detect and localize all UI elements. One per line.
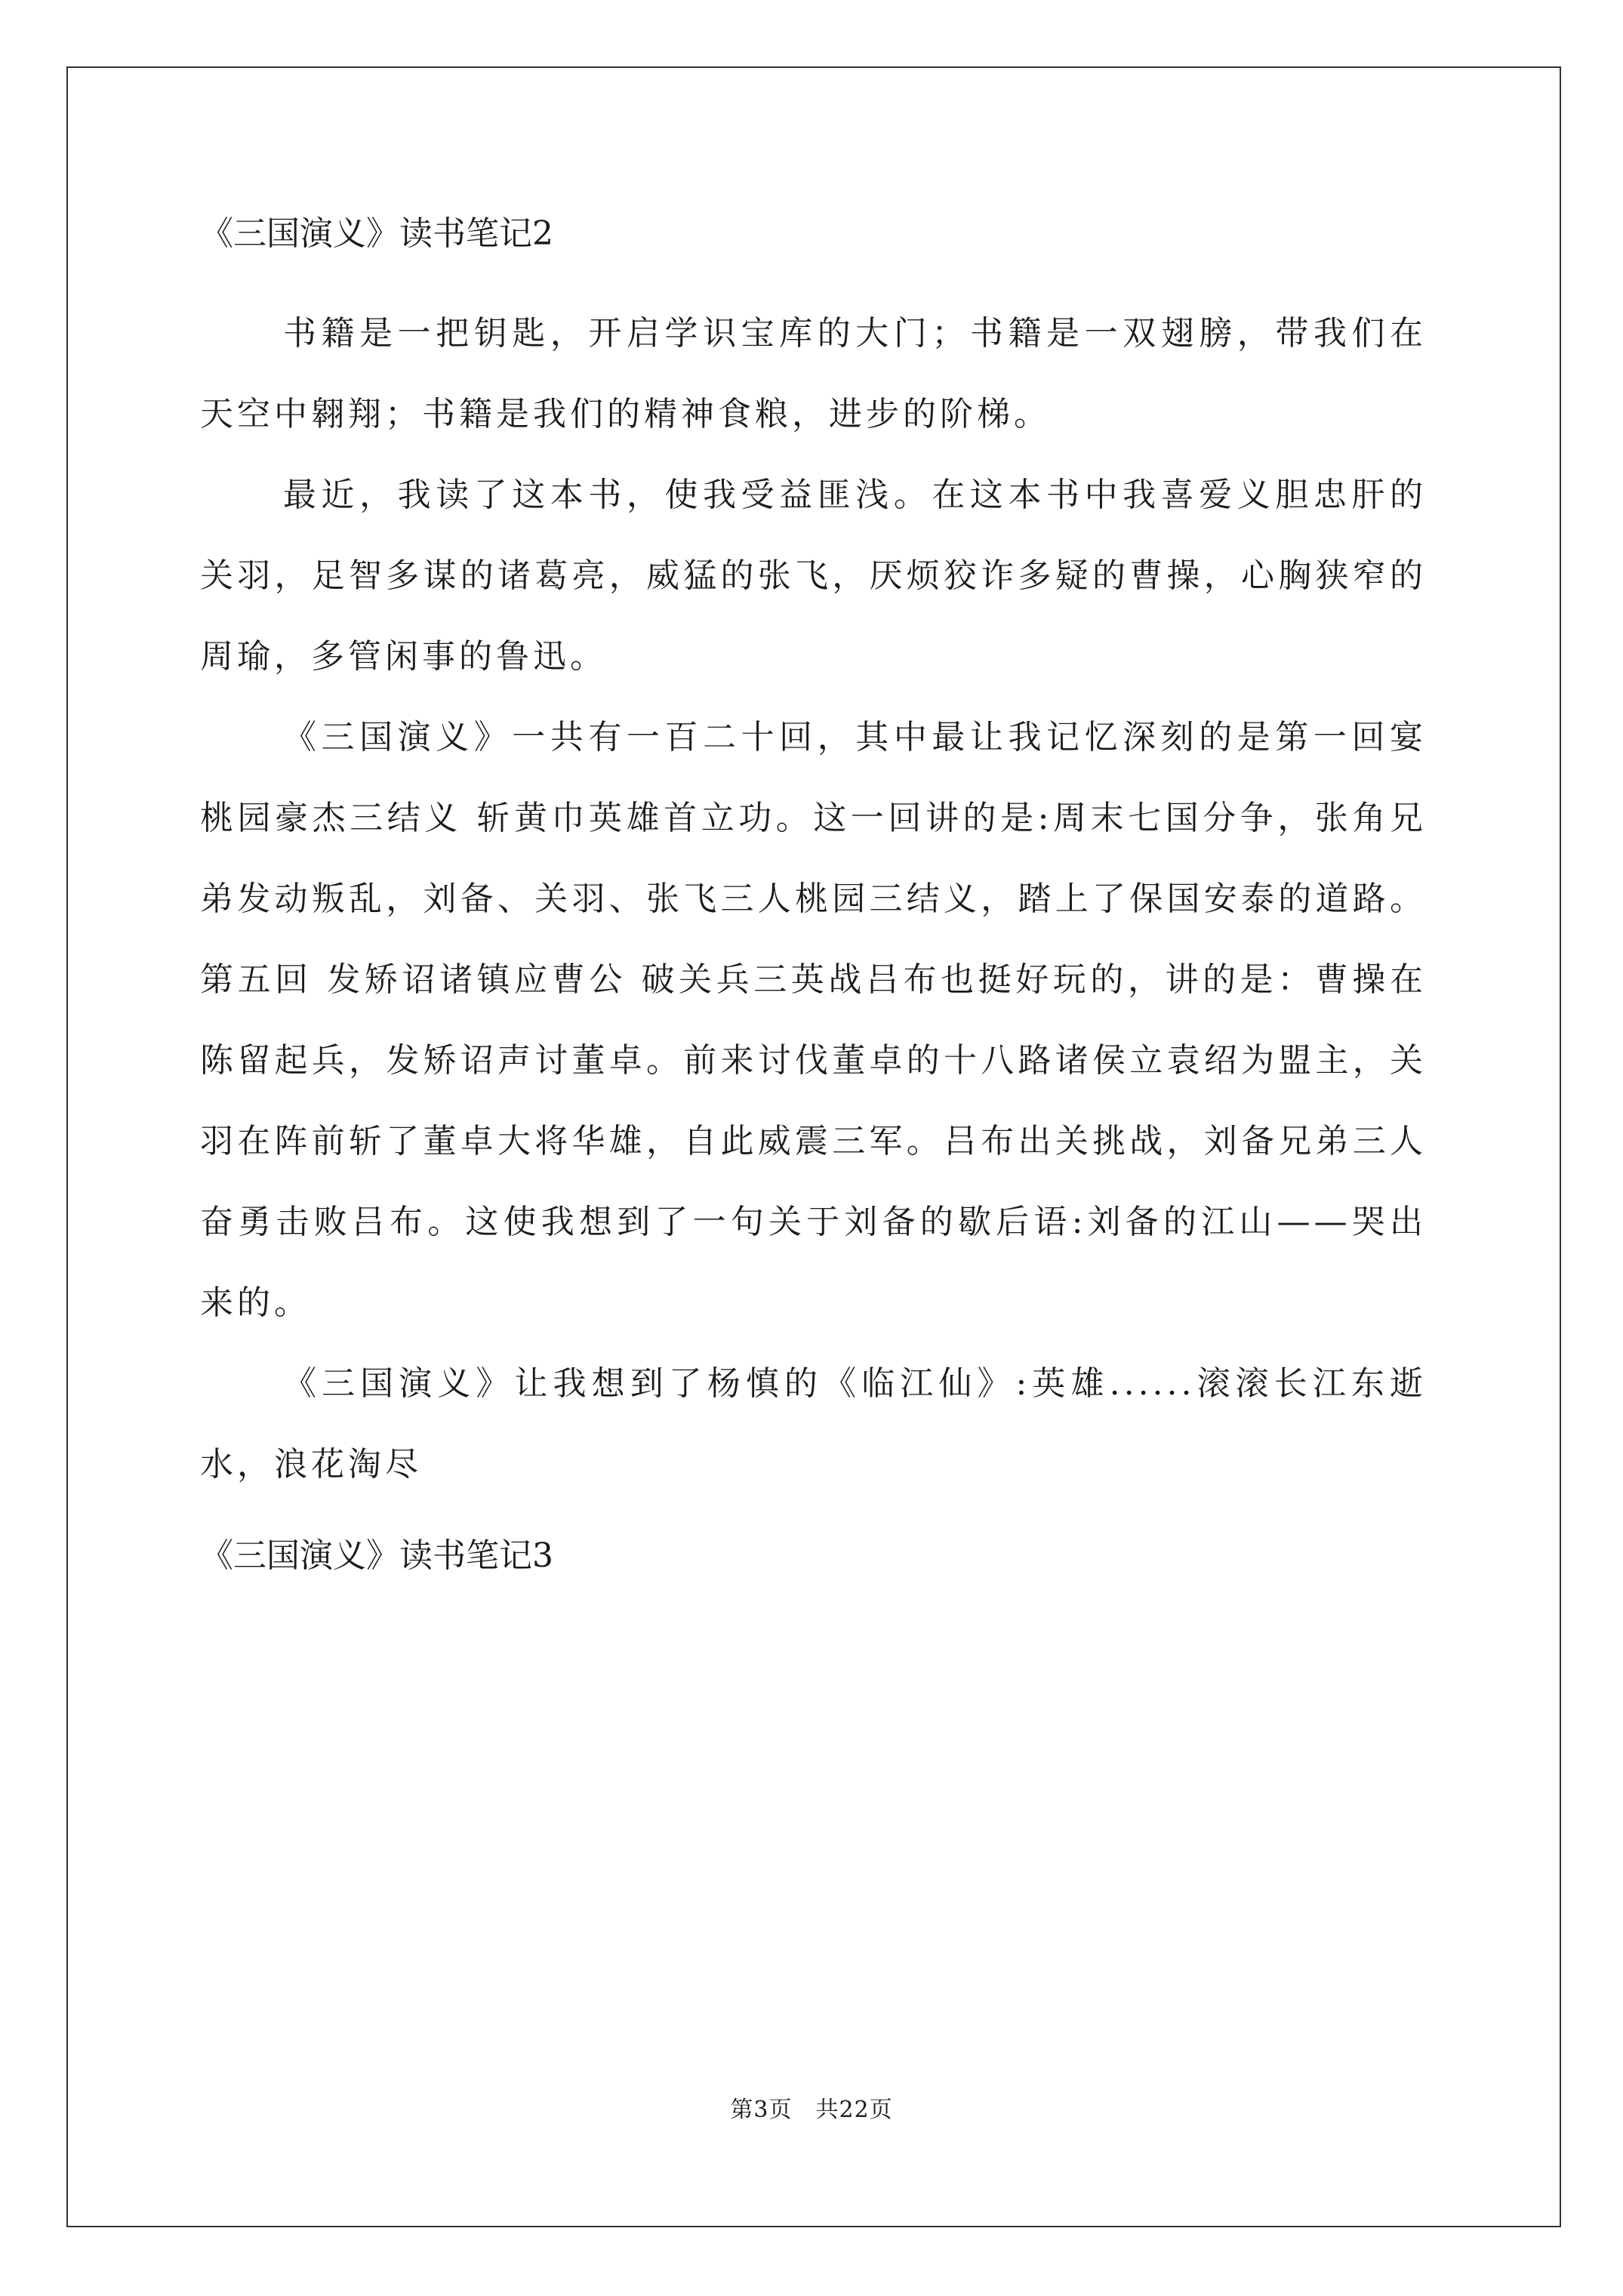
document-body [200, 211, 1427, 1579]
section-heading-3: 《三国演义》读书笔记3 [200, 1536, 553, 1575]
paragraph: 《三国演义》让我想到了杨慎的《临江仙》:英雄......滚滚长江东逝水，浪花淘尽 [200, 1364, 1427, 1484]
section-heading-2: 《三国演义》读书笔记2 [200, 214, 553, 253]
paragraph: 最近，我读了这本书，使我受益匪浅。在这本书中我喜爱义胆忠肝的关羽，足智多谋的诸葛亮，威猛的张飞，厌烦狡诈多疑的曹操，心胸狭窄的周瑜，多管闲事的鲁迅。 [200, 476, 1427, 676]
paragraph: 书籍是一把钥匙，开启学识宝库的大门；书籍是一双翅膀，带我们在天空中翱翔；书籍是我们的精神食粮，进步的阶梯。 [200, 314, 1427, 433]
page-footer: 第3页 共22页 [730, 2097, 893, 2123]
paragraph: 《三国演义》一共有一百二十回，其中最让我记忆深刻的是第一回宴桃园豪杰三结义 斩黄巾英雄首立功。这一回讲的是:周末七国分争，张角兄弟发动叛乱，刘备、关羽、张飞三人桃园三结义，踏上了保国安泰的道路。第五回 发矫诏诸镇应曹公 破关兵三英战吕布也挺好玩的，讲的是：曹操在陈留起兵，发矫诏声讨董卓。前来讨伐董卓的十八路诸侯立袁绍为盟主，关羽在阵前斩了董卓大将华雄，自此威震三军。吕布出关挑战，刘备兄弟三人奋勇击败吕布。这使我想到了一句关于刘备的歇后语:刘备的江山——哭出来的。 [200, 718, 1427, 1322]
